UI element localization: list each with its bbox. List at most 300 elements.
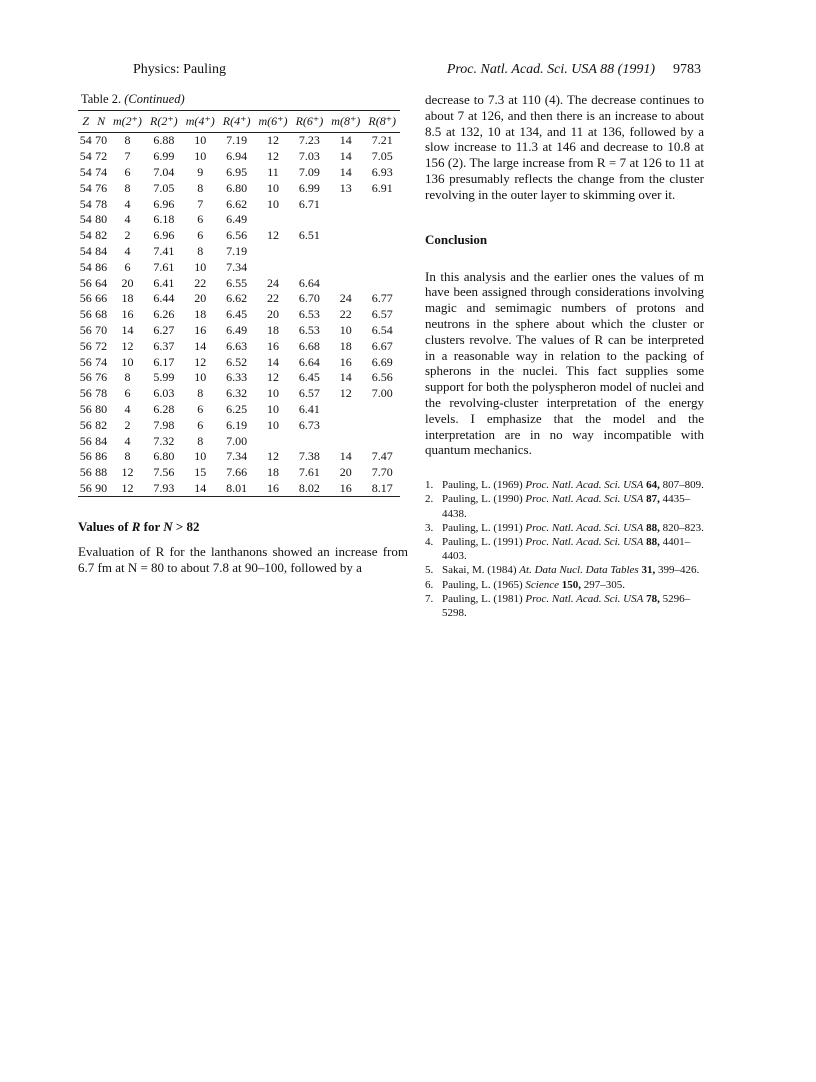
table-cell xyxy=(292,244,328,260)
table-cell: 10 xyxy=(194,149,207,164)
table-cell: 11 xyxy=(267,164,279,179)
table-cell: 20 xyxy=(339,465,352,480)
table-row xyxy=(78,180,400,196)
table-row xyxy=(78,386,400,402)
table-row xyxy=(78,338,400,354)
table-body xyxy=(78,133,400,497)
table-cell: 8 xyxy=(197,386,204,401)
table-cell: 6.71 xyxy=(298,196,320,211)
table-cell: 16 xyxy=(194,322,207,337)
table-cell: 7.19 xyxy=(226,133,248,148)
table-cell: 6.57 xyxy=(371,307,393,322)
table-cell: 10 xyxy=(194,370,207,385)
table-cell: 24 xyxy=(339,291,352,306)
table-cell: 16 xyxy=(339,354,352,369)
table-cell: 56 xyxy=(79,307,92,322)
table-cell: 14 xyxy=(339,149,352,164)
table-cell: 8 xyxy=(197,433,204,448)
section-heading-r-values xyxy=(78,519,408,535)
reference-author: Pauling, L. (1965) xyxy=(442,578,523,591)
table-cell: 7 xyxy=(197,196,204,211)
table-cell: 54 xyxy=(79,149,92,164)
table-cell: 6.96 xyxy=(153,228,175,243)
table-cell: 4 xyxy=(124,196,131,211)
table-label: Table 2. xyxy=(81,92,122,106)
table-row xyxy=(78,244,400,260)
table-cell: 20 xyxy=(194,291,207,306)
table-cell xyxy=(364,259,400,275)
reference-journal: Proc. Natl. Acad. Sci. USA xyxy=(525,521,644,534)
table-cell: 6.56 xyxy=(371,370,393,385)
table-cell: 7.23 xyxy=(298,133,320,148)
table-cell: 14 xyxy=(194,338,207,353)
conclusion-heading: Conclusion xyxy=(425,231,488,247)
page-header xyxy=(133,62,701,82)
table-cell: 6.03 xyxy=(153,386,175,401)
column-header: R(4⁺) xyxy=(219,111,255,133)
table-row xyxy=(78,259,400,275)
reference-number: 6. xyxy=(425,578,434,591)
reference-journal: Science xyxy=(525,578,560,591)
table-cell: 6 xyxy=(197,417,204,432)
table-cell: 8 xyxy=(197,180,204,195)
reference-pages: 297–305. xyxy=(583,578,626,591)
table-cell: 15 xyxy=(194,465,207,480)
table-cell: 6.73 xyxy=(298,417,320,432)
table-cell: 54 xyxy=(79,196,92,211)
table-cell: 6.26 xyxy=(153,307,175,322)
column-header: m(4⁺) xyxy=(182,111,219,133)
table-cell: 8.01 xyxy=(219,481,255,497)
table-cell: 82 xyxy=(95,228,108,243)
table-cell xyxy=(327,212,364,228)
table-cell: 7.61 xyxy=(153,259,175,274)
data-table xyxy=(78,110,400,497)
table-cell: 76 xyxy=(95,180,108,195)
table-cell: 18 xyxy=(267,322,279,337)
table-cell xyxy=(254,212,291,228)
table-cell: 84 xyxy=(95,243,108,258)
table-cell: 7.21 xyxy=(371,133,393,148)
table-cell: 54 xyxy=(79,228,92,243)
table-cell xyxy=(292,259,328,275)
table-cell: 6.88 xyxy=(153,133,175,148)
reference-pages: 4435–4438. xyxy=(442,493,691,520)
table-cell: 74 xyxy=(95,354,108,369)
table-cell xyxy=(254,433,291,449)
table-cell xyxy=(292,212,328,228)
heading-text: Values of xyxy=(78,519,129,535)
table-cell: 74 xyxy=(95,164,108,179)
table-cell: 78 xyxy=(95,196,108,211)
table-cell: 6.80 xyxy=(153,449,175,464)
table-cell: 6.44 xyxy=(153,291,175,306)
table-cell: 10 xyxy=(267,417,279,432)
table-cell: 6.99 xyxy=(298,180,320,195)
table-cell xyxy=(327,196,364,212)
table-cell: 6.49 xyxy=(226,322,248,337)
table-cell: 6.96 xyxy=(153,196,175,211)
table-cell: 6.25 xyxy=(226,401,248,416)
table-cell: 4 xyxy=(124,243,131,258)
table-cell xyxy=(327,244,364,260)
table-cell: 6.53 xyxy=(298,307,320,322)
table-cell: 6.67 xyxy=(371,338,393,353)
table-cell: 6.19 xyxy=(226,417,248,432)
table-cell: 54 xyxy=(79,259,92,274)
table-cell: 6.77 xyxy=(371,291,393,306)
table-cell: 7.41 xyxy=(153,243,175,258)
table-cell: 6 xyxy=(197,212,204,227)
table-cell: 88 xyxy=(95,465,108,480)
table-cell: 7.56 xyxy=(153,465,175,480)
table-cell: 8.17 xyxy=(364,481,400,497)
reference-pages: 399–426. xyxy=(657,564,700,577)
table-cell xyxy=(327,402,364,418)
table-cell: 12 xyxy=(194,354,207,369)
table-cell: 22 xyxy=(194,275,207,290)
table-cell: 10 xyxy=(121,354,134,369)
table-cell: 14 xyxy=(339,449,352,464)
table-cell: 56 xyxy=(79,449,92,464)
column-header: m(2⁺) xyxy=(109,111,146,133)
table-cell: 16 xyxy=(121,307,134,322)
table-cell xyxy=(364,433,400,449)
table-cell xyxy=(327,275,364,291)
table-cell: 22 xyxy=(267,291,279,306)
table-cell: 6.57 xyxy=(298,386,320,401)
table-cell: 7.38 xyxy=(298,449,320,464)
reference-volume: 31, xyxy=(641,564,656,577)
right-column xyxy=(425,92,704,631)
references-list xyxy=(425,478,704,620)
reference-number: 7. xyxy=(425,592,434,605)
table-cell: 84 xyxy=(95,433,108,448)
table-cell xyxy=(364,275,400,291)
table-cell: 7.00 xyxy=(371,386,393,401)
table-row xyxy=(78,165,400,181)
table-cell xyxy=(292,433,328,449)
table-cell: 6.41 xyxy=(298,401,320,416)
table-row xyxy=(78,354,400,370)
reference-pages: 820–823. xyxy=(662,521,704,534)
table-cell: 6.62 xyxy=(226,196,248,211)
journal-citation: Proc. Natl. Acad. Sci. USA 88 (1991) xyxy=(446,62,655,77)
table-cell: 10 xyxy=(267,180,279,195)
reference-author: Pauling, L. (1981) xyxy=(442,592,523,605)
table-row xyxy=(78,433,400,449)
table-cell: 2 xyxy=(124,228,131,243)
reference-author: Pauling, L. (1969) xyxy=(442,479,523,492)
table-cell: 6.32 xyxy=(226,386,248,401)
table-cell: 70 xyxy=(95,133,108,148)
table-cell: 7.05 xyxy=(153,180,175,195)
table-cell: 7.47 xyxy=(371,449,393,464)
table-cell: 56 xyxy=(79,465,92,480)
reference-author: Pauling, L. (1991) xyxy=(442,535,523,548)
table-cell: 18 xyxy=(339,338,352,353)
table-cell xyxy=(364,402,400,418)
table-cell: 6.70 xyxy=(298,291,320,306)
table-cell: 7.66 xyxy=(226,465,248,480)
reference-item xyxy=(425,492,704,520)
table-row xyxy=(78,417,400,433)
table-cell: 14 xyxy=(339,133,352,148)
table-cell: 24 xyxy=(267,275,279,290)
table-cell: 86 xyxy=(95,449,108,464)
reference-item xyxy=(425,521,704,535)
table-cell xyxy=(254,259,291,275)
table-cell: 10 xyxy=(194,449,207,464)
table-cell: 6.54 xyxy=(371,322,393,337)
table-cell: 12 xyxy=(267,449,279,464)
running-head-journal xyxy=(447,62,701,78)
table-cell: 7.34 xyxy=(226,259,248,274)
table-cell: 14 xyxy=(121,322,134,337)
table-cell: 76 xyxy=(95,370,108,385)
table-cell: 70 xyxy=(95,322,108,337)
table-cell xyxy=(254,244,291,260)
reference-volume: 88, xyxy=(646,521,660,534)
table-cell xyxy=(327,259,364,275)
table-cell: 8 xyxy=(124,449,131,464)
table-row xyxy=(78,212,400,228)
table-cell: 54 xyxy=(79,180,92,195)
table-cell: 6.62 xyxy=(226,291,248,306)
table-cell: 6.27 xyxy=(153,322,175,337)
reference-item xyxy=(425,578,704,592)
table-cell: 6.94 xyxy=(226,149,248,164)
table-row xyxy=(78,323,400,339)
table-cell: 6.41 xyxy=(153,275,175,290)
table-cell xyxy=(327,433,364,449)
table-cell: 54 xyxy=(79,164,92,179)
table-cell: 10 xyxy=(267,386,279,401)
reference-volume: 87, xyxy=(646,493,660,506)
table-cell: 20 xyxy=(121,275,134,290)
table-cell: 18 xyxy=(267,465,279,480)
reference-pages: 4401–4403. xyxy=(442,535,691,563)
table-cell: 12 xyxy=(267,149,279,164)
table-cell: 7.70 xyxy=(371,465,393,480)
continued-paragraph: decrease to 7.3 at 110 (4). The decrease continues to about 7 at 126, and then there is an increase to about 8.5 at 132, 10 at 134, and 11 at 136, followed by a slow increase to 11.3 at 146 and decrease to 10.8 at 156 (2). The large increase from R = 7 at 126 to 11 at 136 presumably reflects the change from the cluster revolving in the outer layer to skimming over it. xyxy=(425,92,704,202)
table-cell: 6.99 xyxy=(153,149,175,164)
table-cell: 56 xyxy=(79,338,92,353)
table-cell: 80 xyxy=(95,212,108,227)
table-cell: 68 xyxy=(95,307,108,322)
table-cell: 64 xyxy=(95,275,108,290)
table-cell: 56 xyxy=(79,291,92,306)
table-cell: 7.05 xyxy=(371,149,393,164)
reference-item xyxy=(425,478,704,492)
reference-journal: Proc. Natl. Acad. Sci. USA xyxy=(525,479,644,492)
table-cell: 7.98 xyxy=(153,417,175,432)
table-cell: 8 xyxy=(124,180,131,195)
table-cell: 7.32 xyxy=(153,433,175,448)
table-cell: 8 xyxy=(124,370,131,385)
table-cell: 13 xyxy=(339,180,352,195)
reference-author: Sakai, M. (1984) xyxy=(442,564,517,577)
table-cell: 5.99 xyxy=(153,370,175,385)
table-row xyxy=(78,370,400,386)
table-cell: 6.37 xyxy=(153,338,175,353)
reference-volume: 78, xyxy=(646,592,660,605)
table-cell: 56 xyxy=(79,417,92,432)
table-cell: 6 xyxy=(124,259,131,274)
table-cell: 6.56 xyxy=(226,228,248,243)
table-cell: 6.68 xyxy=(298,338,320,353)
reference-journal: Proc. Natl. Acad. Sci. USA xyxy=(525,493,644,506)
reference-pages: 807–809. xyxy=(662,479,704,492)
table-cell: 12 xyxy=(267,370,279,385)
table-cell: 18 xyxy=(194,307,207,322)
table-cell: 6.17 xyxy=(153,354,175,369)
table-cell: 12 xyxy=(121,465,134,480)
table-cell: 7 xyxy=(124,149,131,164)
table-cell: 10 xyxy=(267,401,279,416)
table-cell: 6.64 xyxy=(298,275,320,290)
reference-volume: 64, xyxy=(646,479,660,492)
table-cell: 14 xyxy=(182,481,219,497)
table-cell: 78 xyxy=(95,386,108,401)
table-cell: 6.80 xyxy=(226,180,248,195)
reference-number: 5. xyxy=(425,564,434,577)
table-cell: 7.61 xyxy=(298,465,320,480)
table-cell: 7.04 xyxy=(153,164,175,179)
table-cell: 54 xyxy=(79,212,92,227)
table-cell: 56 xyxy=(79,433,92,448)
reference-number: 3. xyxy=(425,521,434,534)
reference-volume: 88, xyxy=(646,535,660,548)
reference-number: 2. xyxy=(425,493,434,506)
page-number: 9783 xyxy=(673,62,701,77)
heading-var-r: R xyxy=(131,519,141,535)
table-row xyxy=(78,228,400,244)
table-row xyxy=(78,402,400,418)
table-continued: (Continued) xyxy=(124,92,185,106)
reference-item xyxy=(425,592,704,620)
table-row xyxy=(78,133,400,149)
table-cell: 20 xyxy=(267,307,279,322)
table-cell: 72 xyxy=(95,338,108,353)
table-cell: 6.93 xyxy=(371,164,393,179)
table-row xyxy=(78,481,400,497)
table-cell xyxy=(364,417,400,433)
table-row xyxy=(78,275,400,291)
reference-journal: Proc. Natl. Acad. Sci. USA xyxy=(525,535,644,548)
table-cell: 6.33 xyxy=(226,370,248,385)
table-cell: 6.55 xyxy=(226,275,248,290)
table-cell: 56 xyxy=(79,322,92,337)
table-cell: 16 xyxy=(267,338,279,353)
table-cell: 14 xyxy=(267,354,279,369)
table-cell: 4 xyxy=(124,401,131,416)
table-cell: 82 xyxy=(95,417,108,432)
column-header: Z xyxy=(78,111,93,133)
table-cell: 12 xyxy=(267,228,279,243)
table-cell: 6.63 xyxy=(226,338,248,353)
reference-author: Pauling, L. (1991) xyxy=(442,521,523,534)
column-header: N xyxy=(93,111,108,133)
table-cell: 10 xyxy=(267,196,279,211)
table-cell: 7.34 xyxy=(226,449,248,464)
table-cell: 12 xyxy=(109,481,146,497)
conclusion-paragraph: In this analysis and the earlier ones the values of m have been assigned through considerations involving magic and semimagic numbers of protons and neutrons in the sphere about which the cluster or clusters revolve. The values of R can be interpreted in a reasonable way in relation to the packing of spherons in the nuclei. This fact supplies some support for both the polyspheron model of nuclei and the revolving-cluster interpretation of the energy levels. I emphasize that the model and the interpretation are in no way incompatible with quantum mechanics. xyxy=(425,268,704,458)
table-cell: 9 xyxy=(197,164,204,179)
table-cell: 6.18 xyxy=(153,212,175,227)
table-cell: 6.64 xyxy=(298,354,320,369)
reference-author: Pauling, L. (1990) xyxy=(442,493,523,506)
table-cell: 7.93 xyxy=(146,481,182,497)
table-caption xyxy=(81,92,408,107)
table-cell xyxy=(327,228,364,244)
table-row xyxy=(78,307,400,323)
heading-text-for: for xyxy=(143,519,160,535)
reference-item xyxy=(425,535,704,563)
table-cell: 6 xyxy=(197,401,204,416)
table-cell: 7.00 xyxy=(226,433,248,448)
table-cell: 16 xyxy=(254,481,291,497)
column-header: m(6⁺) xyxy=(254,111,291,133)
table-cell: 6.45 xyxy=(298,370,320,385)
table-cell: 12 xyxy=(339,386,352,401)
table-cell: 56 xyxy=(79,370,92,385)
table-cell: 4 xyxy=(124,433,131,448)
heading-var-n: N xyxy=(163,519,173,535)
table-cell: 10 xyxy=(194,133,207,148)
table-cell: 7.19 xyxy=(226,243,248,258)
reference-journal: Proc. Natl. Acad. Sci. USA xyxy=(525,592,644,605)
table-cell: 54 xyxy=(79,243,92,258)
table-cell: 8.02 xyxy=(292,481,328,497)
table-cell: 22 xyxy=(339,307,352,322)
table-cell: 6.51 xyxy=(298,228,320,243)
table-cell: 56 xyxy=(79,480,92,495)
table-cell xyxy=(364,228,400,244)
table-cell: 18 xyxy=(121,291,134,306)
table-cell: 56 xyxy=(79,386,92,401)
table-cell: 90 xyxy=(95,480,108,495)
table-cell: 10 xyxy=(339,322,352,337)
table-cell: 16 xyxy=(327,481,364,497)
table-cell: 86 xyxy=(95,259,108,274)
lanthanons-paragraph: Evaluation of R for the lanthanons showed an increase from 6.7 fm at N = 80 to about 7.8 at 90–100, followed by a xyxy=(78,544,408,576)
table-cell: 7.03 xyxy=(298,149,320,164)
table-cell: 12 xyxy=(121,338,134,353)
reference-journal: At. Data Nucl. Data Tables xyxy=(519,564,639,577)
table-cell: 6.45 xyxy=(226,307,248,322)
table-cell: 7.09 xyxy=(298,164,320,179)
table-cell: 54 xyxy=(79,133,92,148)
table-cell: 6 xyxy=(124,164,131,179)
table-cell: 6.69 xyxy=(371,354,393,369)
table-cell: 6.52 xyxy=(226,354,248,369)
running-head-section: Physics: Pauling xyxy=(133,62,226,77)
table-header-row xyxy=(78,111,400,133)
table-cell: 56 xyxy=(79,275,92,290)
table-row xyxy=(78,449,400,465)
table-cell: 10 xyxy=(194,259,207,274)
table-cell: 66 xyxy=(95,291,108,306)
table-cell: 14 xyxy=(339,164,352,179)
table-cell: 6.49 xyxy=(226,212,248,227)
column-header: R(8⁺) xyxy=(364,111,400,133)
table-cell: 6.91 xyxy=(371,180,393,195)
reference-number: 4. xyxy=(425,535,434,548)
table-cell xyxy=(364,212,400,228)
table-cell: 6 xyxy=(124,386,131,401)
table-cell: 80 xyxy=(95,401,108,416)
